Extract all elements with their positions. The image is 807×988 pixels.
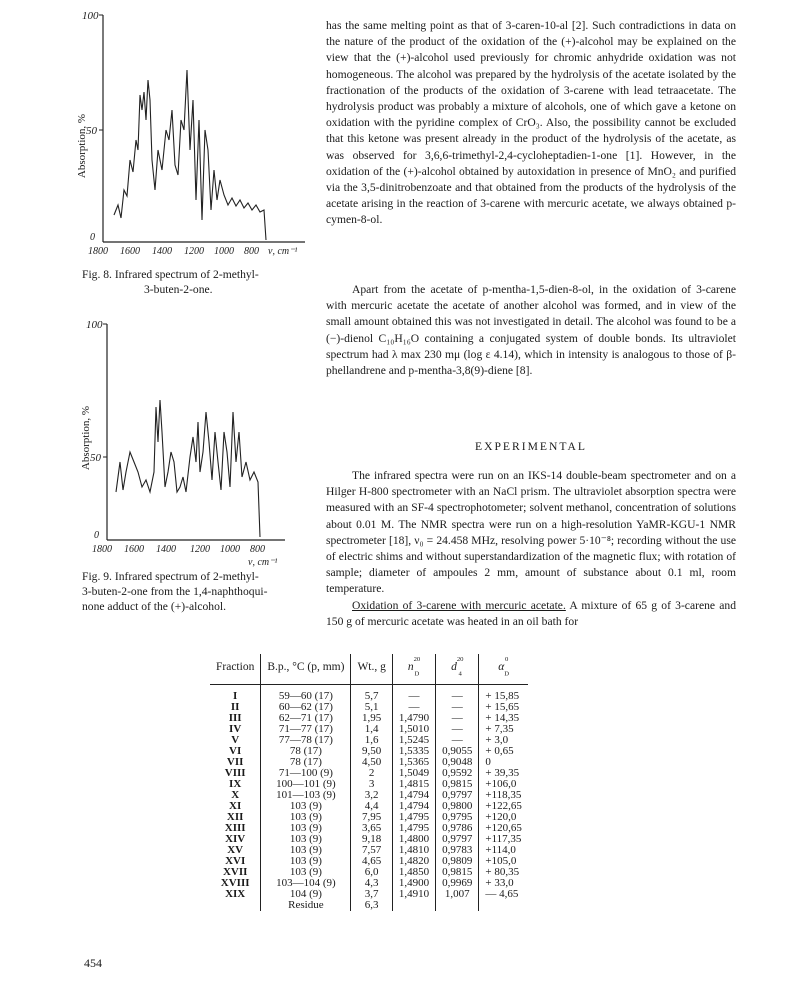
figure-9-x-tick-1600: 1600 (124, 544, 144, 555)
figure-9-y-top: 100 (86, 319, 103, 331)
cell-bp: Residue (261, 900, 351, 911)
table-body (210, 685, 528, 912)
paragraph-4-text: A mixture of 65 g of 3-carene and 150 g of mercuric acetate was heated in an oil bath for (326, 599, 737, 629)
cell-refractive-index: — (392, 702, 435, 713)
cell-density: — (436, 735, 479, 746)
figure-8-x-tick-1000: 1000 (214, 246, 234, 257)
cell-fraction: XII (226, 811, 244, 824)
figure-8-y-mid: 50 (86, 125, 97, 137)
cell-rotation: +122,65 (479, 801, 528, 812)
body-text-oxidation (326, 598, 736, 630)
figure-8-y-label: Absorption, % (76, 113, 88, 179)
cell-rotation: + 14,35 (479, 713, 528, 724)
cell-weight: 5,7 (351, 685, 392, 703)
cell-rotation: + 15,85 (479, 685, 528, 703)
cell-rotation: +117,35 (479, 834, 528, 845)
cell-refractive-index: 1,4810 (392, 845, 435, 856)
header-weight: Wt., g (351, 654, 392, 685)
cell-bp: 71—100 (9) (261, 768, 351, 779)
cell-rotation: — 4,65 (479, 889, 528, 900)
cell-bp: 62—71 (17) (261, 713, 351, 724)
cell-bp: 60—62 (17) (261, 702, 351, 713)
cell-density: 0,9797 (436, 790, 479, 801)
cell-refractive-index: 1,4820 (392, 856, 435, 867)
cell-bp: 104 (9) (261, 889, 351, 900)
figure-9-trace (116, 400, 260, 537)
cell-fraction: V (231, 734, 240, 747)
section-heading-experimental: EXPERIMENTAL (475, 440, 587, 453)
cell-fraction: XIX (225, 888, 246, 901)
cell-density: 1,007 (436, 889, 479, 900)
cell-bp: 103 (9) (261, 834, 351, 845)
table-header-row (210, 654, 528, 685)
cell-weight: 3,65 (351, 823, 392, 834)
cell-density: 0,9783 (436, 845, 479, 856)
cell-weight: 4,65 (351, 856, 392, 867)
cell-density: 0,9800 (436, 801, 479, 812)
cell-fraction: IX (229, 778, 242, 791)
cell-weight: 4,50 (351, 757, 392, 768)
cell-weight: 4,3 (351, 878, 392, 889)
figure-9-x-tick-1800: 1800 (92, 544, 112, 555)
cell-rotation: + 39,35 (479, 768, 528, 779)
cell-density: — (436, 702, 479, 713)
cell-rotation: + 7,35 (479, 724, 528, 735)
figure-9-caption-line2: 3-buten-2-one from the 1,4-naphthoqui- (82, 585, 268, 598)
cell-weight: 2 (351, 768, 392, 779)
cell-refractive-index: 1,5049 (392, 768, 435, 779)
figure-9-caption-line1: Fig. 9. Infrared spectrum of 2-methyl- (82, 570, 259, 583)
cell-bp: 71—77 (17) (261, 724, 351, 735)
cell-fraction (210, 900, 261, 911)
cell-weight: 1,6 (351, 735, 392, 746)
cell-rotation: +120,0 (479, 812, 528, 823)
cell-bp: 103—104 (9) (261, 878, 351, 889)
figure-8-trace (114, 70, 266, 240)
cell-rotation: + 33,0 (479, 878, 528, 889)
cell-fraction: I (233, 690, 238, 703)
figure-8-spectrum (76, 0, 320, 270)
cell-bp: 103 (9) (261, 867, 351, 878)
header-refractive-index: $n^{20}$ $_D$ (392, 654, 435, 685)
figure-8-x-tick-1200: 1200 (184, 246, 204, 257)
cell-rotation: + 15,65 (479, 702, 528, 713)
cell-fraction: XI (229, 800, 242, 813)
cell-bp: 101—103 (9) (261, 790, 351, 801)
cell-refractive-index: 1,4850 (392, 867, 435, 878)
cell-rotation: +118,35 (479, 790, 528, 801)
cell-refractive-index: 1,5365 (392, 757, 435, 768)
cell-refractive-index (392, 900, 435, 911)
cell-density: 0,9815 (436, 779, 479, 790)
cell-density: 0,9055 (436, 746, 479, 757)
cell-weight: 9,18 (351, 834, 392, 845)
cell-bp: 78 (17) (261, 757, 351, 768)
cell-bp: 103 (9) (261, 801, 351, 812)
cell-rotation: +106,0 (479, 779, 528, 790)
cell-weight: 7,57 (351, 845, 392, 856)
figure-8-caption-line2: 3-buten-2-one. (144, 283, 213, 296)
cell-density: — (436, 724, 479, 735)
cell-refractive-index: 1,4795 (392, 823, 435, 834)
header-bp: B.p., °C (p, mm) (261, 654, 351, 685)
figure-8-caption-line1: Fig. 8. Infrared spectrum of 2-methyl- (82, 268, 259, 281)
cell-fraction: VII (226, 756, 244, 769)
cell-rotation: +114,0 (479, 845, 528, 856)
cell-refractive-index: 1,5245 (392, 735, 435, 746)
cell-density: 0,9786 (436, 823, 479, 834)
cell-rotation: +105,0 (479, 856, 528, 867)
cell-fraction: XIV (225, 833, 246, 846)
cell-fraction: XVI (225, 855, 246, 868)
figure-9-caption (82, 569, 322, 614)
cell-fraction: II (230, 701, 240, 714)
figure-8-x-tick-1600: 1600 (120, 246, 140, 257)
cell-refractive-index: 1,4800 (392, 834, 435, 845)
cell-density: — (436, 685, 479, 703)
cell-refractive-index: 1,4900 (392, 878, 435, 889)
cell-bp: 103 (9) (261, 812, 351, 823)
cell-refractive-index: 1,5335 (392, 746, 435, 757)
cell-density (436, 900, 479, 911)
page-number: 454 (84, 956, 102, 970)
cell-density: 0,9592 (436, 768, 479, 779)
figure-9-y-zero: 0 (94, 530, 99, 541)
cell-refractive-index: — (392, 685, 435, 703)
cell-fraction: XIII (224, 822, 246, 835)
cell-refractive-index: 1,4815 (392, 779, 435, 790)
cell-weight: 4,4 (351, 801, 392, 812)
cell-bp: 103 (9) (261, 856, 351, 867)
cell-density: 0,9969 (436, 878, 479, 889)
cell-weight: 1,4 (351, 724, 392, 735)
cell-weight: 3,2 (351, 790, 392, 801)
figure-8-plot (80, 0, 320, 270)
cell-weight: 6,0 (351, 867, 392, 878)
cell-fraction: VIII (224, 767, 246, 780)
cell-weight: 5,1 (351, 702, 392, 713)
cell-fraction: IV (229, 723, 242, 736)
cell-bp: 100—101 (9) (261, 779, 351, 790)
cell-fraction: XVII (222, 866, 248, 879)
cell-density: 0,9048 (436, 757, 479, 768)
figure-9-y-mid: 50 (90, 452, 101, 464)
cell-weight: 3 (351, 779, 392, 790)
cell-rotation: + 3,0 (479, 735, 528, 746)
header-density: $d^{20}$ $_4$ (436, 654, 479, 685)
cell-refractive-index: 1,4910 (392, 889, 435, 900)
figure-8-caption (82, 267, 322, 297)
cell-refractive-index: 1,5010 (392, 724, 435, 735)
cell-weight: 6,3 (351, 900, 392, 911)
cell-rotation (479, 900, 528, 911)
paragraph-4-title: Oxidation of 3-carene with mercuric acetate. (352, 599, 566, 612)
body-text-experimental (326, 468, 736, 598)
figure-8-x-tick-800: 800 (244, 246, 259, 257)
cell-refractive-index: 1,4790 (392, 713, 435, 724)
cell-weight: 7,95 (351, 812, 392, 823)
figure-8-x-unit: ν, cm⁻¹ (268, 246, 298, 257)
figure-9-x-tick-800: 800 (250, 544, 265, 555)
figure-9-caption-line3: none adduct of the (+)-alcohol. (82, 600, 226, 613)
paragraph-4 (326, 598, 736, 630)
cell-fraction: VI (229, 745, 242, 758)
figure-8-y-top: 100 (82, 10, 99, 22)
figure-8-x-tick-1400: 1400 (152, 246, 172, 257)
cell-weight: 9,50 (351, 746, 392, 757)
figure-9-x-tick-1200: 1200 (190, 544, 210, 555)
cell-bp: 77—78 (17) (261, 735, 351, 746)
table-row (210, 900, 528, 911)
figure-9-x-tick-1000: 1000 (220, 544, 240, 555)
figure-9-x-tick-1400: 1400 (156, 544, 176, 555)
table-row (210, 685, 528, 703)
figure-9-y-label: Absorption, % (80, 405, 92, 471)
cell-refractive-index: 1,4795 (392, 812, 435, 823)
figure-9-plot (80, 312, 320, 574)
cell-fraction: XV (227, 844, 244, 857)
figure-9-spectrum (80, 312, 320, 574)
cell-density: 0,9797 (436, 834, 479, 845)
cell-rotation: 0 (479, 757, 528, 768)
figure-8-x-tick-1800: 1800 (88, 246, 108, 257)
figure-8-y-zero: 0 (90, 232, 95, 243)
body-text-top (326, 18, 736, 229)
header-fraction: Fraction (210, 654, 261, 685)
cell-density: 0,9809 (436, 856, 479, 867)
paragraph-1: has the same melting point as that of 3-caren-10-al [2]. Such contradictions in data on the nature of the product of the oxidation of the (+)-alcohol may be explained on the view that the (+)-alcohol used previously for chromic anhydride oxidation was not homogeneous. The alcohol was prepared by the hydrolysis of the acetate isolated by the fractionation of the products of the oxidation of 3-carene with lead tetraacetate. The hydrolysis product was probably a mixture of alcohols, one of which gave a ketone on oxidation with the pyridine complex of CrO₃. Also, the possibility cannot be excluded that this ketone was present already in the product of the hydrolysis of the acetate, as was observed for 3,6,6-trimethyl-2,4-cycloheptadien-1-one [1]. However, in the oxidation of the (+)-alcohol obtained by autoxidation in presence of MnO₂ and purified via the 3,5-dinitrobenzoate and that obtained from the products of the hydrolysis of the acetate arising in the reaction of 3-carene with mercuric acetate, we always obtained p-cymen-8-ol. (326, 19, 736, 227)
cell-weight: 3,7 (351, 889, 392, 900)
fractionation-table (210, 654, 528, 911)
cell-rotation: +120,65 (479, 823, 528, 834)
cell-fraction: III (228, 712, 242, 725)
cell-bp: 78 (17) (261, 746, 351, 757)
cell-refractive-index: 1,4794 (392, 801, 435, 812)
cell-weight: 1,95 (351, 713, 392, 724)
cell-bp: 103 (9) (261, 823, 351, 834)
cell-fraction: XVIII (220, 877, 250, 890)
body-text-middle (326, 282, 736, 379)
cell-density: 0,9815 (436, 867, 479, 878)
cell-rotation: + 0,65 (479, 746, 528, 757)
paragraph-3: The infrared spectra were run on an IKS-14 double-beam spectrometer and on a Hilger H-800 spectrometer with an NaCl prism. The ultraviolet absorption spectra were measured with an SF-4 spectrophotometer; solvent methanol, concentration of solutions about 0.01 M. The NMR spectra were run on a high-resolution YaMR-KGU-1 NMR spectrometer [18], ν₀ = 24.458 MHz, resolving power 5·10⁻⁸; recording without the use of electric shims and without superstandardization of the magnetic flux; with rotation of sample; diameter of ampoules 2 mm, amount of substance about 0.1 ml, room temperature. (326, 469, 736, 596)
paragraph-2: Apart from the acetate of p-mentha-1,5-dien-8-ol, in the oxidation of 3-carene with mercuric acetate the acetate of another alcohol was formed, and in view of the small amount obtained this was not investigated in detail. The alcohol was found to be a (−)-dienol C₁₀H₁₆O containing a conjugated system of double bonds. Its ultraviolet spectrum had λ max 230 mμ (log ε 4.14), which in intensity is analogous to those of β-phellandrene and p-mentha-3,8(9)-diene [8]. (326, 283, 736, 378)
header-rotation: $\alpha^0$ $_D$ (479, 654, 528, 685)
cell-bp: 103 (9) (261, 845, 351, 856)
cell-fraction: X (231, 789, 240, 802)
cell-density: 0,9795 (436, 812, 479, 823)
cell-rotation: + 80,35 (479, 867, 528, 878)
cell-density: — (436, 713, 479, 724)
cell-refractive-index: 1,4794 (392, 790, 435, 801)
cell-bp: 59—60 (17) (261, 685, 351, 703)
figure-9-x-unit: ν, cm⁻¹ (248, 557, 278, 568)
